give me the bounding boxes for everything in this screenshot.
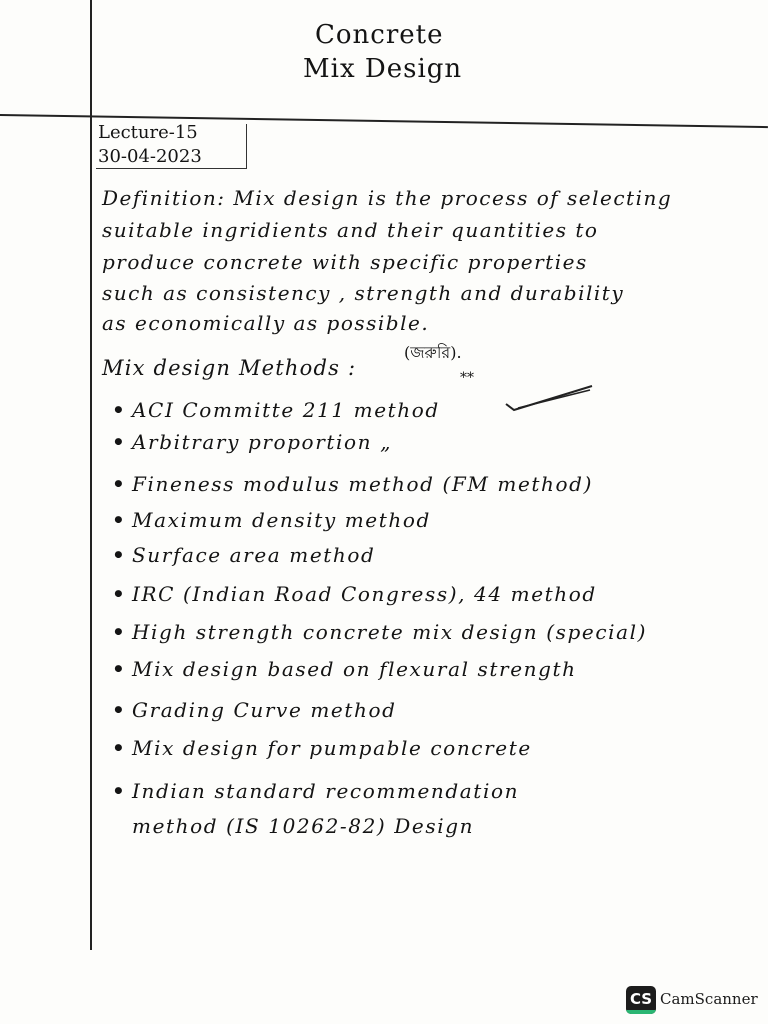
list-item	[112, 398, 440, 422]
list-item	[112, 508, 431, 532]
methods-heading: Mix design Methods :	[102, 356, 357, 380]
list-item-text: Arbitrary proportion „	[132, 430, 393, 454]
list-item-text: Indian standard recommendation	[132, 779, 520, 803]
bullet-icon: •	[112, 698, 127, 722]
bullet-icon: •	[112, 398, 127, 422]
list-item-text: Grading Curve method	[132, 698, 397, 722]
definition-line: suitable ingridients and their quantities to	[102, 218, 599, 242]
bullet-icon: •	[112, 508, 127, 532]
bullet-icon: •	[112, 620, 127, 644]
importance-stars: **	[460, 370, 474, 386]
list-item-text: IRC (Indian Road Congress), 44 method	[132, 582, 597, 606]
lecture-date: 30-04-2023	[98, 146, 202, 167]
bullet-icon: •	[112, 472, 127, 496]
list-item	[112, 620, 647, 644]
list-item-text: High strength concrete mix design (special)	[132, 620, 648, 644]
camscanner-logo-icon: CS	[626, 986, 656, 1014]
importance-annotation: (জরুরি).	[404, 343, 462, 362]
bullet-icon: •	[112, 430, 127, 454]
margin-rule	[90, 0, 92, 950]
list-item-text: Surface area method	[132, 543, 376, 567]
list-item	[112, 736, 532, 760]
page-title-line-2: Mix Design	[303, 54, 463, 84]
bullet-icon: •	[112, 582, 127, 606]
check-mark-icon	[504, 382, 594, 412]
bullet-icon: •	[112, 779, 127, 803]
list-item	[112, 582, 597, 606]
bullet-icon: •	[112, 543, 127, 567]
list-item	[112, 779, 519, 803]
list-item-text: Maximum density method	[132, 508, 431, 532]
list-item	[112, 472, 593, 496]
bullet-icon: •	[112, 736, 127, 760]
bullet-icon: •	[112, 657, 127, 681]
list-item	[112, 430, 392, 454]
list-item	[112, 657, 577, 681]
list-item-text: ACI Committe 211 method	[132, 398, 440, 422]
list-item	[112, 698, 397, 722]
list-item-text: Mix design based on flexural strength	[132, 657, 577, 681]
definition-line: produce concrete with specific properties	[102, 250, 588, 274]
camscanner-brand: CamScanner	[660, 990, 758, 1008]
page-title-line-1: Concrete	[315, 20, 444, 50]
list-item	[112, 543, 375, 567]
list-item-continuation: method (IS 10262-82) Design	[132, 814, 475, 838]
definition-line: such as consistency , strength and durability	[102, 281, 625, 305]
list-item-text: Fineness modulus method (FM method)	[132, 472, 593, 496]
list-item-text: Mix design for pumpable concrete	[132, 736, 532, 760]
definition-line: Definition: Mix design is the process of selecting	[102, 186, 673, 210]
definition-line: as economically as possible.	[102, 311, 430, 335]
lecture-number: Lecture-15	[98, 122, 198, 143]
